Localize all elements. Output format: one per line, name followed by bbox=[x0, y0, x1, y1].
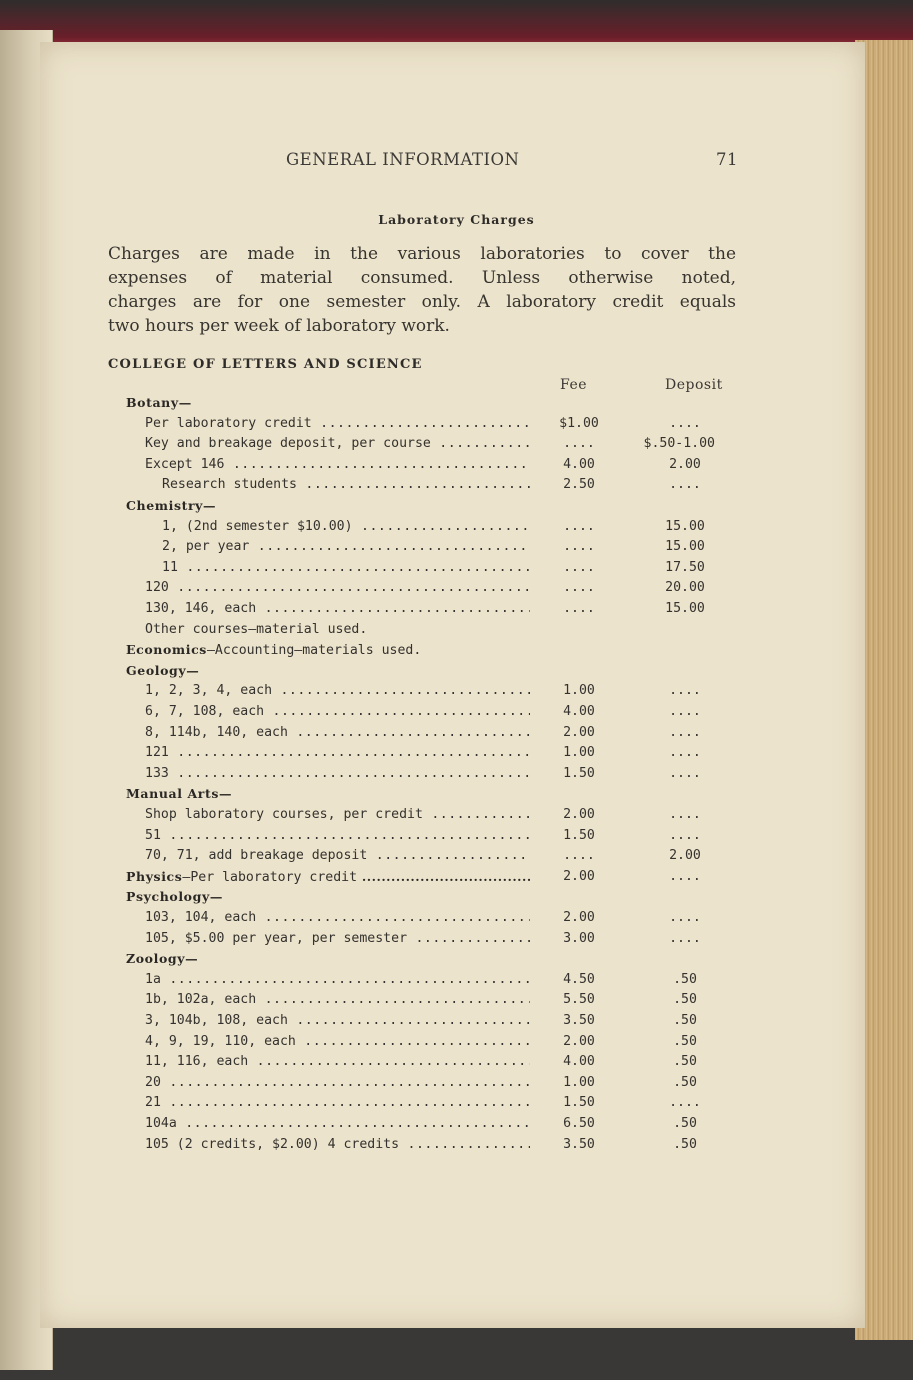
deposit-value: .... bbox=[669, 868, 701, 884]
course-label: Per laboratory credit ..... bbox=[145, 414, 530, 434]
deposit-value: .... bbox=[669, 930, 701, 946]
fee-value: .... bbox=[563, 518, 595, 534]
table-row bbox=[0, 434, 913, 454]
fee-value: 4.00 bbox=[563, 456, 595, 472]
deposit-value: .... bbox=[669, 704, 701, 719]
fee-value: 4.00 bbox=[563, 704, 595, 719]
table-row bbox=[0, 558, 913, 578]
course-label: 103, 104, each ..... bbox=[145, 908, 530, 928]
table-row bbox=[0, 970, 913, 990]
subject-name: Manual Arts— bbox=[126, 786, 233, 802]
course-label: 51 ..... bbox=[145, 826, 530, 846]
deposit-value: 17.50 bbox=[665, 559, 705, 575]
fee-value: 2.50 bbox=[563, 477, 595, 493]
subject-name: Botany— bbox=[126, 395, 192, 410]
course-label: Except 146 ..... bbox=[145, 455, 530, 475]
intro-paragraph bbox=[108, 242, 736, 338]
table-row bbox=[0, 393, 913, 413]
table-row bbox=[0, 517, 913, 537]
course-label: Shop laboratory courses, per credit ..... bbox=[145, 805, 530, 825]
course-label: 70, 71, add breakage deposit ..... bbox=[145, 846, 530, 866]
deposit-column-header: Deposit bbox=[665, 377, 723, 393]
table-row bbox=[0, 1052, 913, 1072]
subject-heading bbox=[126, 393, 192, 413]
subject-name: Economics bbox=[126, 642, 207, 658]
fee-value: .... bbox=[563, 539, 595, 555]
course-label: 133 ..... bbox=[145, 764, 530, 784]
course-label: 3, 104b, 108, each ..... bbox=[145, 1011, 530, 1031]
fee-value: 6.50 bbox=[563, 1116, 595, 1131]
deposit-value: $.50-1.00 bbox=[643, 436, 715, 452]
deposit-value: .... bbox=[669, 724, 701, 740]
fee-value: 1.00 bbox=[563, 683, 595, 699]
deposit-value: 15.00 bbox=[665, 539, 705, 555]
table-row bbox=[0, 1011, 913, 1031]
table-row bbox=[0, 620, 913, 640]
course-label: 4, 9, 19, 110, each ..... bbox=[145, 1032, 530, 1052]
deposit-value: .50 bbox=[673, 1013, 697, 1028]
table-row bbox=[0, 640, 913, 660]
course-label: 21 ..... bbox=[145, 1093, 530, 1113]
course-note: Other courses—material used. bbox=[145, 621, 368, 637]
deposit-value: .... bbox=[669, 807, 701, 822]
course-label: 1b, 102a, each ..... bbox=[145, 990, 530, 1010]
table-row bbox=[0, 949, 913, 969]
course-label: 105, $5.00 per year, per semester ..... bbox=[145, 929, 530, 949]
deposit-value: .... bbox=[669, 415, 701, 431]
subject-name: Zoology— bbox=[126, 951, 199, 967]
table-row bbox=[0, 723, 913, 743]
deposit-value: .... bbox=[669, 477, 701, 493]
table-row bbox=[0, 929, 913, 949]
running-head-title: GENERAL INFORMATION bbox=[286, 150, 520, 169]
table-row bbox=[0, 887, 913, 907]
fee-value: .... bbox=[563, 601, 595, 616]
subject-heading bbox=[126, 496, 216, 516]
fee-value: 2.00 bbox=[563, 910, 595, 925]
fee-value: .... bbox=[563, 580, 595, 596]
course-label: 121 ..... bbox=[145, 743, 530, 763]
table-row bbox=[0, 867, 913, 887]
fee-column-header: Fee bbox=[560, 377, 588, 393]
course-label: 105 (2 credits, $2.00) 4 credits ..... bbox=[145, 1135, 530, 1155]
deposit-value: .50 bbox=[673, 1116, 697, 1131]
table-row bbox=[0, 1073, 913, 1093]
fee-value: .... bbox=[563, 848, 595, 864]
subject-heading bbox=[126, 887, 223, 907]
table-row bbox=[0, 537, 913, 557]
course-label: 11 ..... bbox=[162, 558, 530, 578]
subject-note: —Accounting—materials used. bbox=[206, 643, 422, 659]
subject-name: Psychology— bbox=[126, 889, 223, 905]
table-row bbox=[0, 908, 913, 928]
course-label: Research students ..... bbox=[162, 475, 530, 495]
course-label: 120 ..... bbox=[145, 578, 530, 598]
fee-value: 3.50 bbox=[563, 1013, 595, 1028]
course-label: 1a ..... bbox=[145, 970, 530, 990]
fee-value: 1.50 bbox=[563, 765, 595, 781]
intro-line: Charges are made in the various laboratories to cover the bbox=[108, 244, 736, 264]
subject-name: Geology— bbox=[126, 662, 200, 678]
fee-value: 4.50 bbox=[563, 971, 595, 987]
subject-heading bbox=[126, 661, 199, 681]
fee-value: 2.00 bbox=[563, 724, 595, 740]
fee-value: 4.00 bbox=[563, 1054, 595, 1070]
table-row bbox=[0, 784, 913, 804]
fee-value: 1.50 bbox=[563, 827, 595, 843]
table-row bbox=[0, 1032, 913, 1052]
fee-value: 2.00 bbox=[563, 868, 595, 884]
subject-heading bbox=[126, 640, 421, 661]
course-label: 8, 114b, 140, each ..... bbox=[145, 723, 530, 743]
deposit-value: .50 bbox=[673, 1136, 697, 1152]
page-number: 71 bbox=[716, 150, 738, 169]
table-row bbox=[0, 990, 913, 1010]
table-row bbox=[0, 826, 913, 846]
course-label: 20 ..... bbox=[145, 1073, 530, 1093]
intro-line: expenses of material consumed. Unless otherwise noted, bbox=[108, 268, 736, 288]
deposit-value: .50 bbox=[673, 1074, 697, 1090]
deposit-value: .50 bbox=[673, 971, 697, 987]
table-row bbox=[0, 496, 913, 516]
fee-value: $1.00 bbox=[559, 415, 599, 431]
college-heading: COLLEGE OF LETTERS AND SCIENCE bbox=[108, 357, 423, 372]
table-row bbox=[0, 414, 913, 434]
table-row bbox=[0, 805, 913, 825]
table-row bbox=[0, 475, 913, 495]
fee-value: 2.00 bbox=[563, 807, 595, 822]
table-row bbox=[0, 455, 913, 475]
deposit-value: .50 bbox=[673, 1033, 697, 1049]
fee-value: 1.00 bbox=[563, 745, 595, 761]
deposit-value: .... bbox=[669, 765, 701, 781]
deposit-value: 20.00 bbox=[665, 580, 705, 596]
fee-value: 1.00 bbox=[563, 1074, 595, 1090]
book-cover-edge bbox=[0, 0, 913, 44]
section-title: Laboratory Charges bbox=[378, 212, 535, 227]
course-label: 1, (2nd semester $10.00) ..... bbox=[162, 517, 530, 537]
table-row bbox=[0, 1114, 913, 1134]
fee-value: 3.50 bbox=[563, 1136, 595, 1152]
deposit-value: .... bbox=[669, 745, 701, 761]
deposit-value: 15.00 bbox=[665, 601, 705, 616]
table-row bbox=[0, 764, 913, 784]
table-row bbox=[0, 578, 913, 598]
fee-value: 1.50 bbox=[563, 1095, 595, 1111]
deposit-value: .... bbox=[669, 1095, 701, 1111]
fee-value: 5.50 bbox=[563, 992, 595, 1008]
fee-value: 3.00 bbox=[563, 930, 595, 946]
table-row bbox=[0, 743, 913, 763]
subject-heading bbox=[126, 784, 232, 804]
subject-name: Physics bbox=[126, 868, 183, 884]
fee-value: 2.00 bbox=[563, 1033, 595, 1049]
deposit-value: .... bbox=[669, 910, 701, 925]
deposit-value: .50 bbox=[673, 1054, 697, 1070]
table-row bbox=[0, 702, 913, 722]
course-label: 1, 2, 3, 4, each ..... bbox=[145, 681, 530, 701]
deposit-value: .... bbox=[669, 827, 701, 843]
table-row bbox=[0, 599, 913, 619]
fee-value: .... bbox=[563, 559, 595, 575]
course-label: Key and breakage deposit, per course ..... bbox=[145, 434, 530, 454]
table-row bbox=[0, 1093, 913, 1113]
deposit-value: 15.00 bbox=[665, 518, 705, 534]
course-label: 11, 116, each ..... bbox=[145, 1052, 530, 1072]
subject-note: —Per laboratory credit bbox=[182, 869, 358, 885]
table-row bbox=[0, 661, 913, 681]
subject-heading bbox=[126, 949, 198, 969]
subject-name: Chemistry— bbox=[126, 498, 217, 513]
course-label: 2, per year ..... bbox=[162, 537, 530, 557]
course-label: 104a ..... bbox=[145, 1114, 530, 1134]
deposit-value: 2.00 bbox=[669, 456, 701, 472]
fee-value: .... bbox=[563, 436, 595, 452]
table-row bbox=[0, 846, 913, 866]
table-row bbox=[0, 681, 913, 701]
running-head bbox=[286, 150, 738, 169]
intro-line: two hours per week of laboratory work. bbox=[108, 316, 450, 336]
deposit-value: .50 bbox=[673, 992, 697, 1008]
deposit-value: .... bbox=[669, 683, 701, 699]
course-label: 6, 7, 108, each ..... bbox=[145, 702, 530, 722]
table-row bbox=[0, 1135, 913, 1155]
intro-line: charges are for one semester only. A laboratory credit equals bbox=[108, 292, 736, 312]
subject-heading bbox=[126, 867, 530, 888]
deposit-value: 2.00 bbox=[669, 848, 701, 864]
course-label: 130, 146, each ..... bbox=[145, 599, 530, 619]
